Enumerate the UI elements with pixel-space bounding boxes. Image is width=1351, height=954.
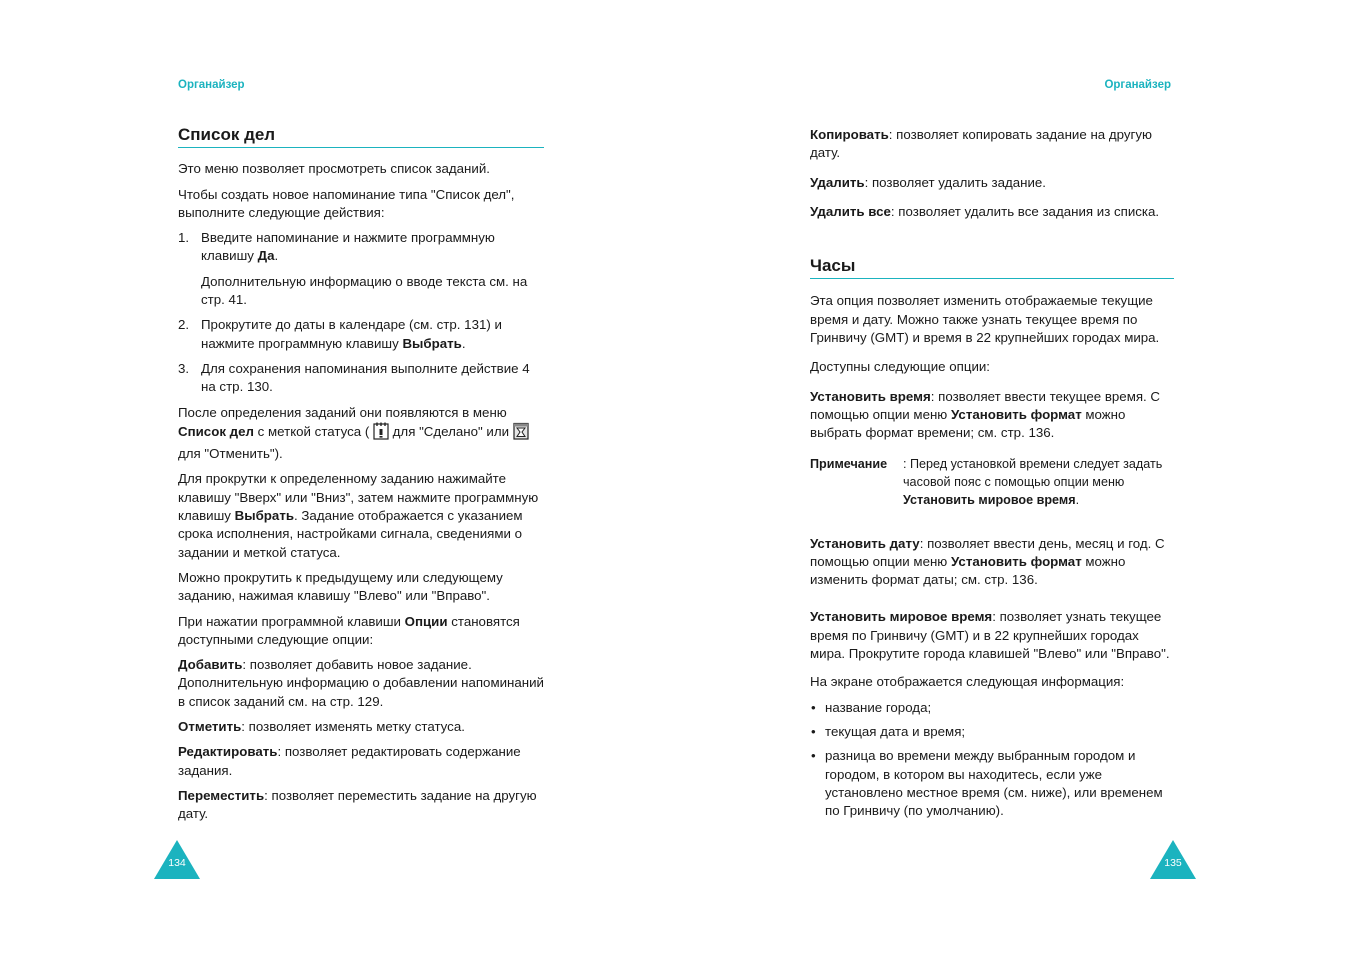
- step-1: 1. Введите напоминание и нажмите программную клавишу Да. Дополнительную информацию о вводе текста см. на стр. 41.: [178, 229, 544, 309]
- note: Примечание : Перед установкой времени следует задать часовой пояс с помощью опции меню Установить мировое время.: [810, 456, 1163, 507]
- list-item: • название города;: [810, 699, 1174, 717]
- option-edit: Редактировать: позволяет редактировать содержание задания.: [178, 744, 521, 778]
- option-set-date: Установить дату: позволяет ввести день, месяц и год. С помощью опции меню Установить формат можно изменить формат даты; см. стр. 136.: [810, 535, 1165, 588]
- info-list: [810, 699, 1174, 821]
- option-delete-all: Удалить все: позволяет удалить все задания из списка.: [810, 203, 1160, 219]
- page-number: 135: [1164, 857, 1182, 869]
- option-mark: Отметить: позволяет изменять метку статуса.: [178, 719, 465, 735]
- intro-paragraph: Это меню позволяет просмотреть список заданий.: [178, 161, 490, 177]
- running-header: Органайзер: [178, 79, 245, 91]
- options-intro-paragraph: При нажатии программной клавиши Опции становятся доступными следующие опции:: [178, 613, 520, 647]
- prev-next-paragraph: Можно прокрутить к предыдущему или следующему заданию, нажимая клавишу "Влево" или "Вправо".: [178, 569, 503, 604]
- right-column: [810, 126, 1174, 826]
- step-3: 3. Для сохранения напоминания выполните действие 4 на стр. 130.: [178, 360, 530, 395]
- status-paragraph: После определения заданий они появляются в меню Список дел с меткой статуса ( для "Сделано" или для "Отменить").: [178, 404, 544, 464]
- task-cancel-icon: [513, 422, 529, 445]
- running-header: Органайзер: [1104, 79, 1171, 91]
- option-world-time: Установить мировое время: позволяет узнать текущее время по Гринвичу (GMT) и в 22 крупнейших городах мира. Прокрутите города клавишей "Влево" или "Вправо".: [810, 609, 1170, 662]
- task-done-icon: [373, 422, 389, 445]
- option-move: Переместить: позволяет переместить задание на другую дату.: [178, 787, 537, 822]
- available-options: Доступны следующие опции:: [810, 359, 990, 375]
- page-number-badge: [154, 840, 200, 879]
- scroll-paragraph: Для прокрутки к определенному заданию нажимайте клавишу "Вверх" или "Вниз", затем нажмите программную клавишу Выбрать. Задание отображается с указанием срока исполнения, настройками сигнала, сведениями о задании и меткой статуса.: [178, 471, 539, 560]
- option-copy: Копировать: позволяет копировать задание на другую дату.: [810, 127, 1152, 161]
- option-add: Добавить: позволяет добавить новое задание. Дополнительную информацию о добавлении напоминаний в список заданий см. на стр. 129.: [178, 657, 544, 709]
- page-number-badge: [1150, 840, 1196, 879]
- screen-info: На экране отображается следующая информация:: [810, 674, 1125, 690]
- page-number: 134: [168, 857, 186, 869]
- step-1-note: Дополнительную информацию о вводе текста см. на стр. 41.: [201, 273, 528, 308]
- right-page: [675, 0, 1351, 954]
- option-delete: Удалить: позволяет удалить задание.: [810, 174, 1046, 190]
- list-item: • разница во времени между выбранным городом и городом, в котором вы находитесь, если уже установлено местное время (см. ниже), или временем по Гринвичу (по умолчанию).: [810, 747, 1174, 820]
- list-item: • текущая дата и время;: [810, 723, 1174, 741]
- left-page: [0, 0, 675, 954]
- left-column: [178, 126, 544, 831]
- option-set-time: Установить время: позволяет ввести текущее время. С помощью опции меню Установить формат можно выбрать формат времени; см. стр. 136.: [810, 388, 1161, 441]
- instructions-paragraph: Чтобы создать новое напоминание типа "Список дел", выполните следующие действия:: [178, 186, 515, 220]
- section-title: Часы: [810, 257, 1174, 279]
- step-2: 2. Прокрутите до даты в календаре (см. стр. 131) и нажмите программную клавишу Выбрать.: [178, 317, 502, 351]
- clock-intro: Эта опция позволяет изменить отображаемые текущие время и дату. Можно также узнать текущее время по Гринвичу (GMT) и время в 22 крупнейших городах мира.: [810, 293, 1160, 346]
- section-title: Список дел: [178, 126, 544, 148]
